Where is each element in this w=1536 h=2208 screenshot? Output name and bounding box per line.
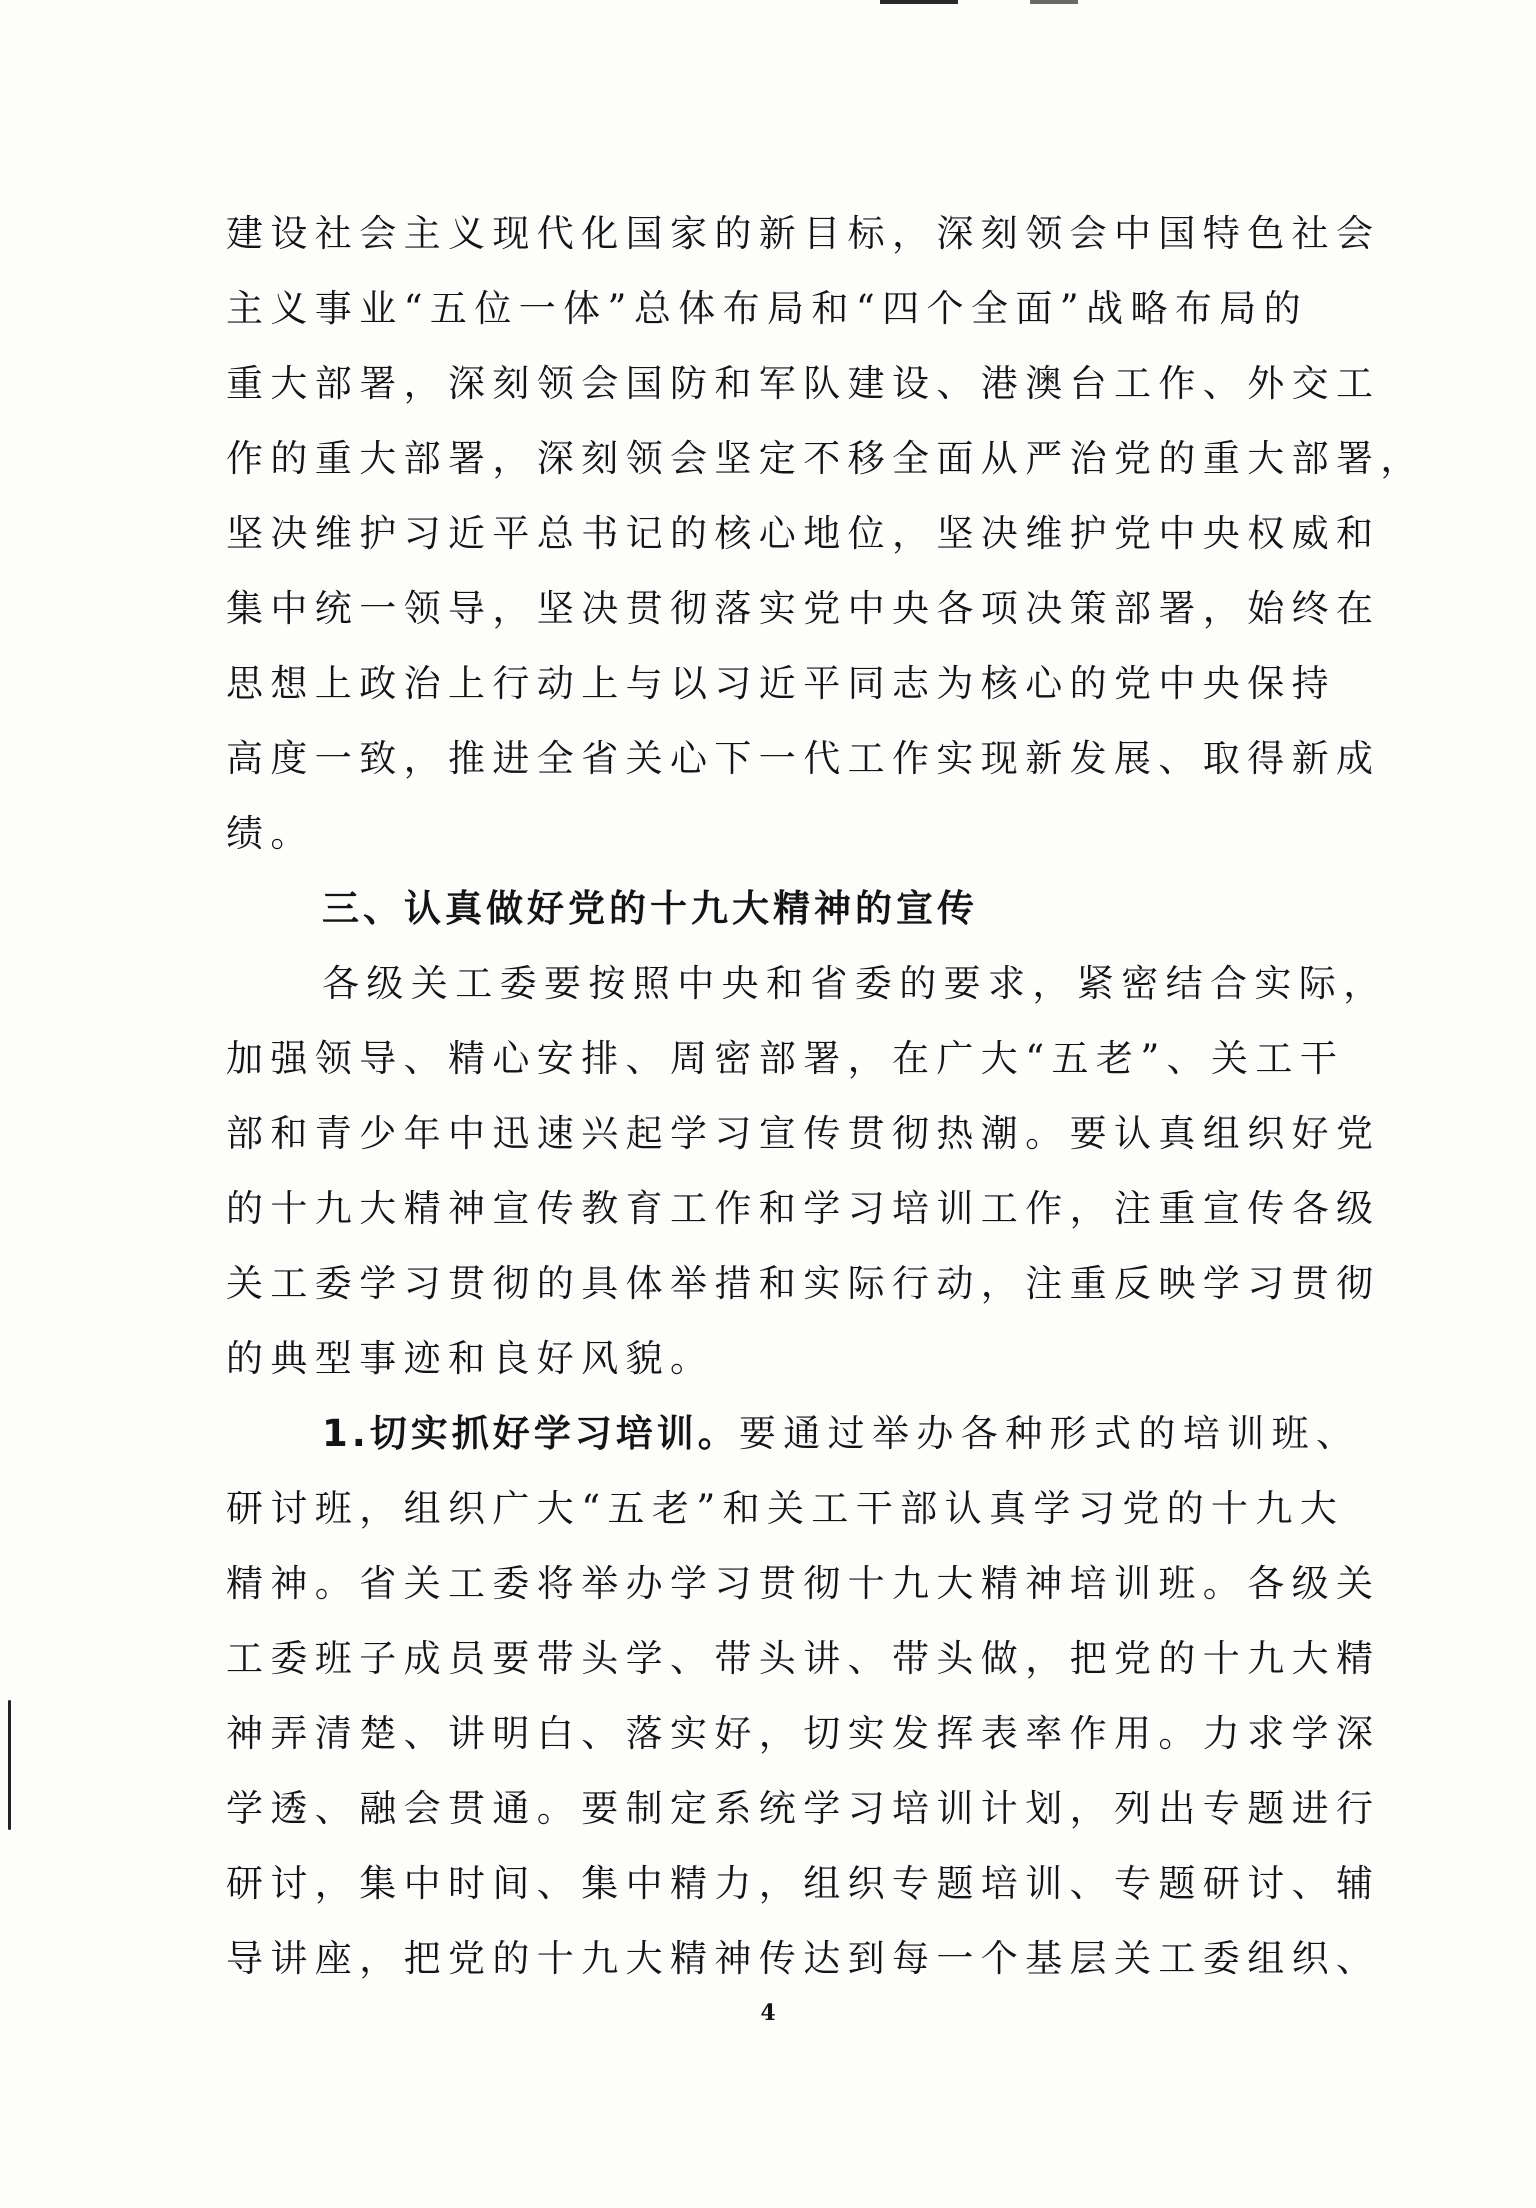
body-line: 工委班子成员要带头学、带头讲、带头做，把党的十九大精 bbox=[226, 1637, 1381, 1680]
body-line: 建设社会主义现代化国家的新目标，深刻领会中国特色社会 bbox=[226, 212, 1381, 255]
body-line: 各级关工委要按照中央和省委的要求，紧密结合实际， bbox=[322, 962, 1388, 1005]
body-line: 作的重大部署，深刻领会坚定不移全面从严治党的重大部署， bbox=[226, 437, 1425, 480]
body-line: 思想上政治上行动上与以习近平同志为核心的党中央保持 bbox=[226, 662, 1336, 705]
body-line: 的十九大精神宣传教育工作和学习培训工作，注重宣传各级 bbox=[226, 1187, 1381, 1230]
subsection-heading: 1.切实抓好学习培训。 bbox=[322, 1412, 739, 1455]
body-line: 高度一致，推进全省关心下一代工作实现新发展、取得新成 bbox=[226, 737, 1381, 780]
scan-edge-mark bbox=[8, 1700, 11, 1830]
page-number: 4 bbox=[760, 2000, 776, 2026]
scan-artifact-line bbox=[880, 0, 958, 4]
body-line: 关工委学习贯彻的具体举措和实际行动，注重反映学习贯彻 bbox=[226, 1262, 1381, 1305]
body-line: 坚决维护习近平总书记的核心地位，坚决维护党中央权威和 bbox=[226, 512, 1381, 555]
body-line: 学透、融会贯通。要制定系统学习培训计划，列出专题进行 bbox=[226, 1787, 1381, 1830]
scan-artifact-line bbox=[1030, 0, 1078, 4]
body-line: 集中统一领导，坚决贯彻落实党中央各项决策部署，始终在 bbox=[226, 587, 1381, 630]
body-line: 绩。 bbox=[226, 812, 315, 855]
section-heading: 三、认真做好党的十九大精神的宣传 bbox=[322, 887, 978, 930]
body-line: 研讨班，组织广大“五老”和关工干部认真学习党的十九大 bbox=[226, 1487, 1345, 1530]
body-line: 加强领导、精心安排、周密部署，在广大“五老”、关工干 bbox=[226, 1037, 1345, 1080]
body-line: 精神。省关工委将举办学习贯彻十九大精神培训班。各级关 bbox=[226, 1562, 1381, 1605]
body-line: 神弄清楚、讲明白、落实好，切实发挥表率作用。力求学深 bbox=[226, 1712, 1381, 1755]
body-text-run: 要通过举办各种形式的培训班、 bbox=[738, 1412, 1361, 1455]
body-line: 重大部署，深刻领会国防和军队建设、港澳台工作、外交工 bbox=[226, 362, 1381, 405]
body-line: 部和青少年中迅速兴起学习宣传贯彻热潮。要认真组织好党 bbox=[226, 1112, 1381, 1155]
subsection-line bbox=[226, 1396, 1361, 1471]
body-line: 的典型事迹和良好风貌。 bbox=[226, 1337, 715, 1380]
body-line: 主义事业“五位一体”总体布局和“四个全面”战略布局的 bbox=[226, 287, 1309, 330]
body-line: 研讨，集中时间、集中精力，组织专题培训、专题研讨、辅 bbox=[226, 1862, 1381, 1905]
document-body bbox=[226, 196, 1425, 1996]
body-line: 导讲座，把党的十九大精神传达到每一个基层关工委组织、 bbox=[226, 1937, 1381, 1980]
